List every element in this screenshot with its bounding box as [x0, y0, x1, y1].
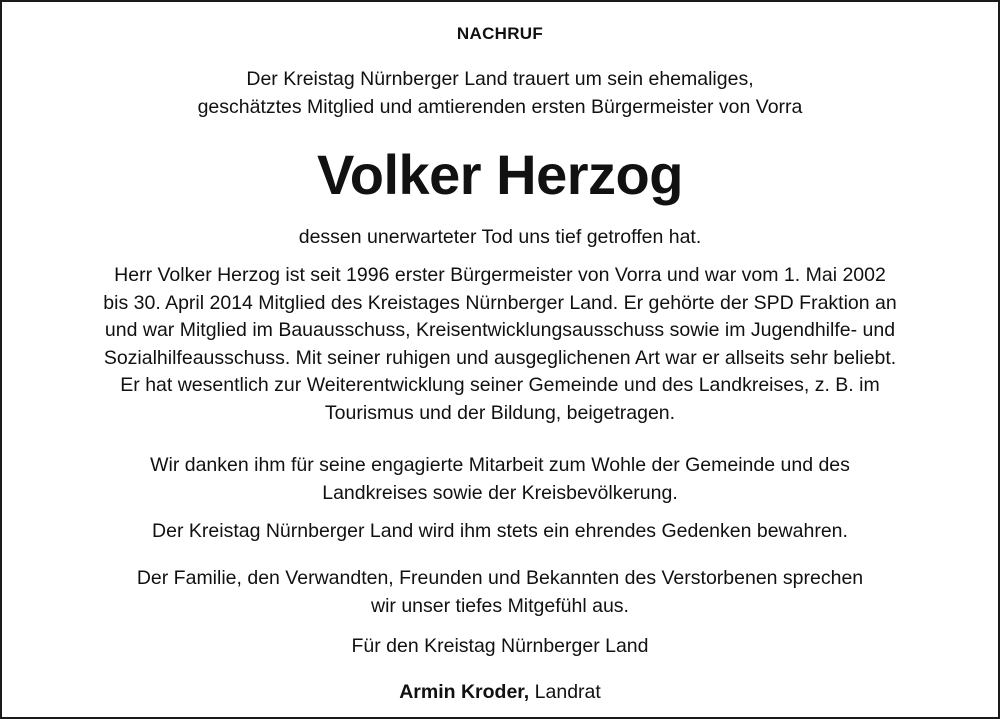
subline-text: dessen unerwarteter Tod uns tief getroffen hat. — [298, 226, 702, 248]
thanks-paragraph — [22, 452, 978, 507]
subline-paragraph — [22, 224, 978, 252]
intro-line: Der Kreistag Nürnberger Land trauert um sein ehemaliges, — [246, 68, 754, 90]
condolence-line: Der Familie, den Verwandten, Freunden und Bekannten des Verstorbenen sprechen — [136, 567, 864, 589]
condolence-line: wir unser tiefes Mitgefühl aus. — [371, 594, 629, 617]
bio-line: Er hat wesentlich zur Weiterentwicklung seiner Gemeinde und des Landkreises, z. B. im — [120, 374, 880, 396]
memory-paragraph — [22, 518, 978, 546]
signatory-title: Landrat — [534, 681, 601, 703]
bio-line: Herr Volker Herzog ist seit 1996 erster Bürgermeister von Vorra und war vom 1. Mai 2002 — [114, 264, 886, 286]
biography-paragraph — [22, 262, 978, 427]
notice-heading: NACHRUF — [456, 24, 544, 43]
bio-line: Tourismus und der Bildung, beigetragen. — [324, 401, 676, 424]
thanks-line: Landkreises sowie der Kreisbevölkerung. — [322, 481, 678, 504]
signoff-paragraph — [22, 633, 978, 661]
signature-block — [22, 679, 978, 707]
signatory-name: Armin Kroder, — [399, 681, 530, 703]
condolence-paragraph — [22, 565, 978, 620]
intro-paragraph — [22, 66, 978, 121]
memory-line: Der Kreistag Nürnberger Land wird ihm stets ein ehrendes Gedenken bewahren. — [152, 520, 848, 542]
bio-line: bis 30. April 2014 Mitglied des Kreistages Nürnberger Land. Er gehörte der SPD Fraktion an — [103, 291, 897, 314]
bio-line: Sozialhilfeausschuss. Mit seiner ruhigen und ausgeglichenen Art war er allseits sehr beliebt. — [103, 346, 897, 369]
signature-line — [22, 679, 978, 707]
deceased-name: Volker Herzog — [317, 143, 683, 206]
intro-line: geschätztes Mitglied und amtierenden ersten Bürgermeister von Vorra — [197, 95, 803, 118]
thanks-line: Wir danken ihm für seine engagierte Mitarbeit zum Wohle der Gemeinde und des — [150, 454, 850, 476]
bio-line: und war Mitglied im Bauausschuss, Kreisentwicklungsausschuss sowie im Jugendhilfe- und — [104, 319, 896, 341]
signoff-line: Für den Kreistag Nürnberger Land — [351, 635, 649, 657]
